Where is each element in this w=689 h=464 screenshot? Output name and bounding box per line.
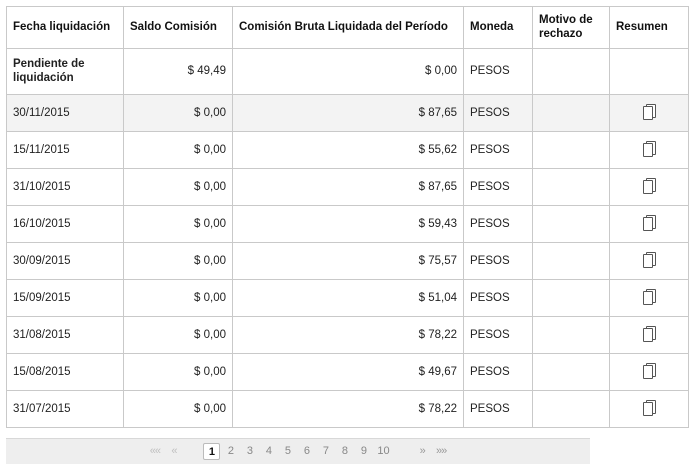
cell-moneda: PESOS (464, 205, 533, 242)
pagination (6, 438, 590, 464)
pagination-page-1[interactable]: 1 (203, 443, 220, 460)
cell-fecha-liquidacion: 15/11/2015 (7, 131, 124, 168)
table-body (7, 48, 689, 427)
cell-motivo-rechazo (533, 131, 610, 168)
table-row (7, 316, 689, 353)
cell-fecha-liquidacion: Pendiente de liquidación (7, 48, 124, 94)
cell-motivo-rechazo (533, 316, 610, 353)
pagination-page-8[interactable]: 8 (341, 444, 348, 457)
pagination-page-7[interactable]: 7 (322, 444, 329, 457)
cell-fecha-liquidacion: 15/08/2015 (7, 353, 124, 390)
cell-comision-bruta: $ 59,43 (233, 205, 464, 242)
cell-fecha-liquidacion: 31/07/2015 (7, 390, 124, 427)
table-row (7, 48, 689, 94)
cell-moneda: PESOS (464, 353, 533, 390)
cell-resumen[interactable] (610, 205, 689, 242)
document-icon[interactable] (643, 178, 656, 193)
document-icon[interactable] (643, 141, 656, 156)
pagination-page-2[interactable]: 2 (227, 444, 234, 457)
cell-saldo-comision: $ 0,00 (124, 131, 233, 168)
cell-fecha-liquidacion: 30/11/2015 (7, 94, 124, 131)
cell-fecha-liquidacion: 30/09/2015 (7, 242, 124, 279)
cell-motivo-rechazo (533, 94, 610, 131)
cell-saldo-comision: $ 0,00 (124, 168, 233, 205)
pagination-first[interactable]: «« (149, 444, 160, 457)
cell-comision-bruta: $ 49,67 (233, 353, 464, 390)
pagination-page-3[interactable]: 3 (246, 444, 253, 457)
cell-saldo-comision: $ 0,00 (124, 390, 233, 427)
cell-resumen[interactable] (610, 242, 689, 279)
pagination-page-6[interactable]: 6 (303, 444, 310, 457)
cell-moneda: PESOS (464, 279, 533, 316)
table-row (7, 242, 689, 279)
cell-comision-bruta: $ 78,22 (233, 316, 464, 353)
cell-resumen[interactable] (610, 390, 689, 427)
cell-resumen (610, 48, 689, 94)
pagination-last[interactable]: »» (436, 444, 447, 457)
cell-resumen[interactable] (610, 131, 689, 168)
cell-comision-bruta: $ 87,65 (233, 94, 464, 131)
table-row (7, 353, 689, 390)
column-header-motivo-rechazo[interactable]: Motivo de rechazo (533, 7, 610, 49)
column-header-resumen[interactable]: Resumen (610, 7, 689, 49)
cell-comision-bruta: $ 87,65 (233, 168, 464, 205)
cell-moneda: PESOS (464, 316, 533, 353)
cell-saldo-comision: $ 0,00 (124, 279, 233, 316)
cell-motivo-rechazo (533, 48, 610, 94)
cell-saldo-comision: $ 0,00 (124, 242, 233, 279)
column-header-saldo-comision[interactable]: Saldo Comisión (124, 7, 233, 49)
document-icon[interactable] (643, 400, 656, 415)
cell-motivo-rechazo (533, 390, 610, 427)
document-icon[interactable] (643, 104, 656, 119)
column-header-moneda[interactable]: Moneda (464, 7, 533, 49)
table-row (7, 390, 689, 427)
table-row (7, 279, 689, 316)
pagination-page-5[interactable]: 5 (284, 444, 291, 457)
column-header-fecha-liquidacion[interactable]: Fecha liquidación (7, 7, 124, 49)
cell-resumen[interactable] (610, 279, 689, 316)
cell-motivo-rechazo (533, 353, 610, 390)
cell-motivo-rechazo (533, 279, 610, 316)
pagination-next[interactable]: » (419, 444, 425, 457)
cell-fecha-liquidacion: 31/10/2015 (7, 168, 124, 205)
settlement-table (6, 6, 689, 428)
cell-motivo-rechazo (533, 168, 610, 205)
cell-saldo-comision: $ 0,00 (124, 94, 233, 131)
cell-moneda: PESOS (464, 168, 533, 205)
cell-resumen[interactable] (610, 94, 689, 131)
document-icon[interactable] (643, 289, 656, 304)
pagination-prev[interactable]: « (171, 444, 177, 457)
column-header-comision-bruta[interactable]: Comisión Bruta Liquidada del Período (233, 7, 464, 49)
pagination-page-9[interactable]: 9 (360, 444, 367, 457)
cell-moneda: PESOS (464, 390, 533, 427)
commission-settlement-page (0, 6, 668, 458)
cell-moneda: PESOS (464, 131, 533, 168)
cell-fecha-liquidacion: 15/09/2015 (7, 279, 124, 316)
cell-saldo-comision: $ 49,49 (124, 48, 233, 94)
cell-resumen[interactable] (610, 316, 689, 353)
cell-resumen[interactable] (610, 353, 689, 390)
pagination-spacer (395, 443, 412, 460)
cell-comision-bruta: $ 55,62 (233, 131, 464, 168)
cell-comision-bruta: $ 51,04 (233, 279, 464, 316)
cell-resumen[interactable] (610, 168, 689, 205)
cell-fecha-liquidacion: 31/08/2015 (7, 316, 124, 353)
pagination-page-4[interactable]: 4 (265, 444, 272, 457)
cell-motivo-rechazo (533, 205, 610, 242)
table-header-row (7, 7, 689, 49)
pagination-spacer (184, 443, 201, 460)
table-row (7, 205, 689, 242)
table-row (7, 168, 689, 205)
cell-moneda: PESOS (464, 94, 533, 131)
document-icon[interactable] (643, 215, 656, 230)
cell-saldo-comision: $ 0,00 (124, 205, 233, 242)
document-icon[interactable] (643, 326, 656, 341)
document-icon[interactable] (643, 252, 656, 267)
cell-comision-bruta: $ 75,57 (233, 242, 464, 279)
cell-comision-bruta: $ 0,00 (233, 48, 464, 94)
table-row (7, 131, 689, 168)
cell-moneda: PESOS (464, 242, 533, 279)
cell-comision-bruta: $ 78,22 (233, 390, 464, 427)
table-row (7, 94, 689, 131)
pagination-page-10[interactable]: 10 (377, 444, 390, 457)
cell-moneda: PESOS (464, 48, 533, 94)
cell-motivo-rechazo (533, 242, 610, 279)
cell-saldo-comision: $ 0,00 (124, 316, 233, 353)
table-header (7, 7, 689, 49)
document-icon[interactable] (643, 363, 656, 378)
cell-saldo-comision: $ 0,00 (124, 353, 233, 390)
cell-fecha-liquidacion: 16/10/2015 (7, 205, 124, 242)
